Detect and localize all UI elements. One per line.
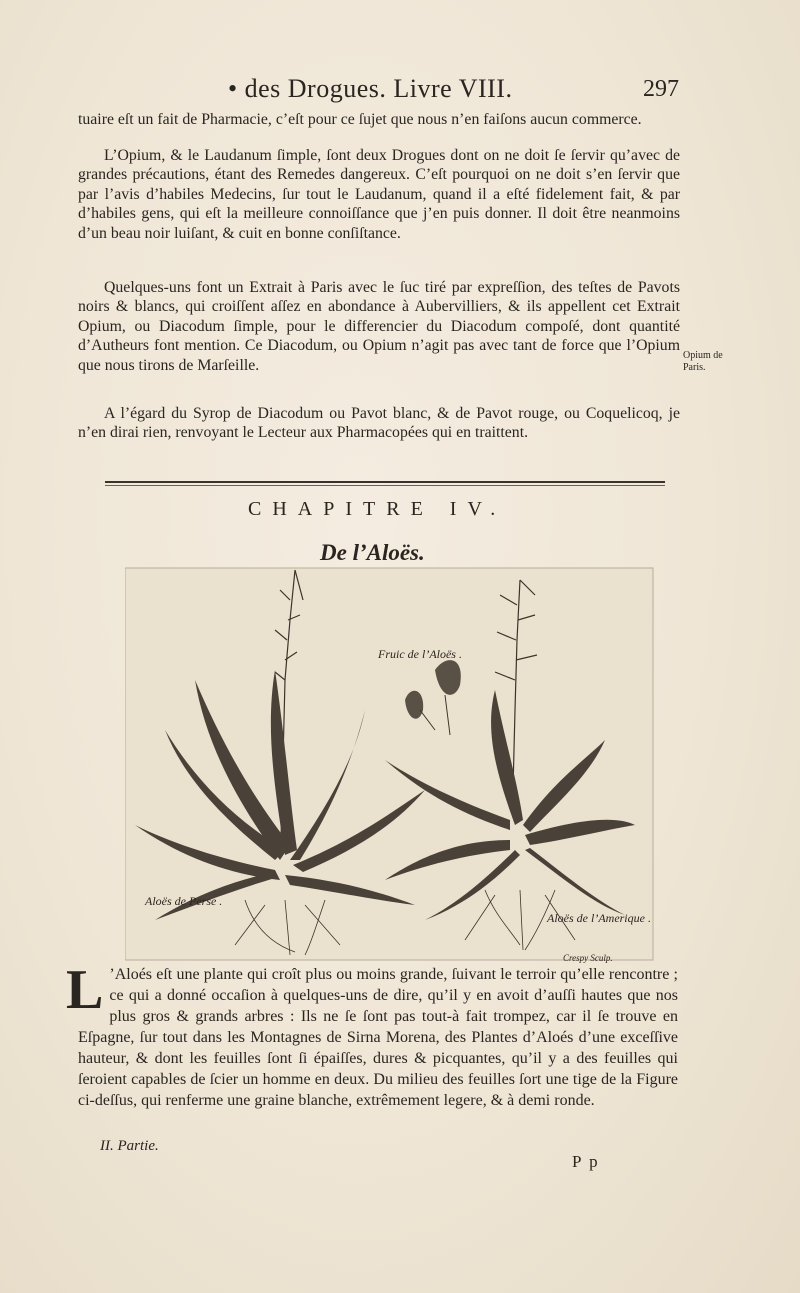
aloe-engraving: [125, 560, 655, 968]
paragraph-text: tuaire eſt un fait de Pharmacie, c’eſt pour ce ſujet que nous n’en faiſons aucun commerce.: [78, 111, 642, 128]
paragraph-2: [78, 278, 680, 375]
paragraph-0: [78, 110, 680, 129]
label-fruit: Fruic de l’Aloës .: [378, 647, 462, 661]
margin-note: Opium de Paris.: [683, 350, 723, 373]
part-label: II. Partie.: [100, 1138, 159, 1154]
label-aloes-amerique: Aloës de l’Amerique .: [547, 911, 651, 925]
engraver-signature: Crespy Sculp.: [563, 953, 613, 963]
body-text: [66, 959, 678, 1111]
page-number: 297: [643, 76, 679, 102]
paragraph-text: L’Opium, & le Laudanum ſimple, ſont deux Drogues dont on ne doit ſe ſervir qu’avec de grandes précautions, étant des Remedes dangereux. C’eſt pourquoi on ne doit s’en ſervir que par l’avis d’habiles Medecins, ſur tout le Laudanum, quand il a eſté fidelement fait, & par d’habiles gens, qui eſt la meilleure connoiſſance que j’en puis donner. Il doit être neanmoins d’un beau noir luiſant, & cuit en bonne conſiſtance.: [78, 147, 680, 242]
running-title: • des Drogues. Livre VIII.: [228, 74, 513, 103]
paragraph-1: [78, 146, 680, 243]
chapter-subtitle: De l’Aloës.: [320, 540, 425, 565]
drop-cap: L: [66, 959, 104, 1021]
divider-rule: [105, 481, 665, 483]
label-aloes-perse: Aloës de Perse .: [145, 894, 223, 908]
signature-mark: P p: [572, 1152, 600, 1171]
paragraph-text: A l’égard du Syrop de Diacodum ou Pavot blanc, & de Pavot rouge, ou Coquelicoq, je n’en dirai rien, renvoyant le Lecteur aux Pharmacopées qui en traittent.: [78, 405, 680, 442]
paragraph-text: Quelques-uns font un Extrait à Paris avec le ſuc tiré par expreſſion, des teſtes de Pavots noirs & blancs, qui croiſſent aſſez en abondance à Aubervilliers, & ils appellent cet Extrait Opium, ou Diacodum ſimple, pour le differencier du Diacodum compoſé, dont quantité d’Autheurs font mention. Ce Diacodum, ou Opium n’agit pas avec tant de force que l’Opium que nous tirons de Marſeille.: [78, 279, 680, 374]
body-text-content: ’Aloés eſt une plante qui croît plus ou moins grande, ſuivant le terroir qu’elle rencontre ; ce qui a donné occaſion à quelques-uns de dire, qu’il y en avoit d’auſſi hautes que nos plus gros & grands arbres : Ils ne ſe ſont pas tout-à fait trompez, car il ſe trouve en Eſpagne, ſur tout dans les Montagnes de Sirna Morena, des Plantes d’Aloés d’une exceſſive hauteur, & dont les feuilles ſont ſi épaiſſes, dures & picquantes, qu’il y a des feuilles qui ſeroient capables de ſcier un homme en deux. Du milieu des feuilles ſort une tige de la Figure ci-deſſus, qui renferme une graine blanche, extrêmement legere, & à demi ronde.: [78, 966, 678, 1109]
page-header: [0, 74, 800, 104]
paragraph-3: [78, 404, 680, 443]
divider-rule-thin: [105, 485, 665, 486]
chapter-heading: CHAPITRE IV.: [248, 498, 507, 520]
